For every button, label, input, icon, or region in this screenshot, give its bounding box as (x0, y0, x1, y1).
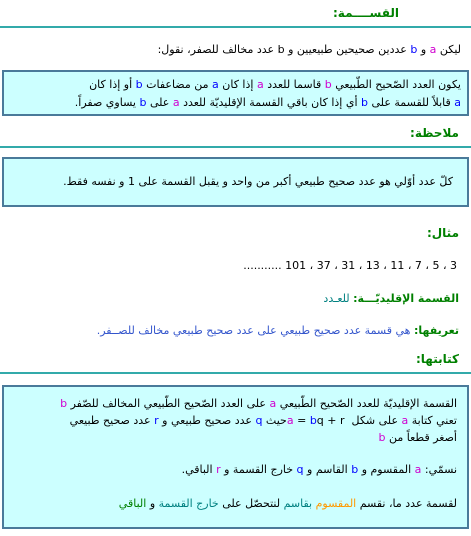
example-values: 3 ، 5 ، 7 ، 11 ، 13 ، 31 ، 37 ، 101 ........... (243, 259, 457, 272)
writing-heading: كتابتها: (415, 352, 459, 366)
page-title: القســــمة: (333, 6, 399, 20)
writing-box (2, 385, 469, 529)
intro-line: ليكن a و b عددين صحيحين طبيعيين و b عدد مخالف للصفر، نقول: (157, 43, 461, 56)
note-underline (0, 146, 471, 148)
writing-line-3: أصغر قطعاً من b (378, 431, 457, 444)
note-heading: ملاحظة: (410, 126, 459, 140)
writing-line-2: تعني كتابة a على شكل a = bq + r حيث q عدد صحيح طبيعي و r عدد صحيح طبيعي (69, 414, 457, 427)
definition-box (2, 70, 469, 116)
euclid-heading-line: القسمة الإقليديّـــة: للعـدد (323, 292, 459, 305)
def-line-2: a قابلاً للقسمة على b أي إذا كان باقي القسمة الإقليديّة للعدد a على b يساوي صفراً. (74, 96, 461, 109)
writing-line-5: لقسمة عدد ما، نقسم المقسوم بقاسم لنتحصّل على خارج القسمة و الباقي (118, 497, 457, 510)
def-line-1: يكون العدد الصّحيح الطّبيعي b قاسما للعدد a إذا كان a من مضاعفات b أو إذا كان (89, 78, 461, 91)
note-box (2, 157, 469, 207)
definition-line: تعريفها: هي قسمة عدد صحيح طبيعي على عدد صحيح طبيعي مخالف للصــفر. (96, 324, 459, 337)
var-a: a (429, 43, 437, 56)
note-text: كلّ عدد أوّلي هو عدد صحيح طبيعي أكبر من واحد و يقبل القسمة على 1 و نفسه فقط. (63, 175, 453, 188)
writing-line-4: نسمّي: a المقسوم و b القاسم و q خارج القسمة و r الباقي. (181, 463, 457, 476)
euclid-heading: القسمة الإقليديّـــة: (353, 292, 459, 305)
writing-line-1: القسمة الإقليديّة للعدد الصّحيح الطّبيعي a على العدد الصّحيح الطّبيعي المخالف للصّفر b (60, 397, 457, 410)
example-heading: مثال: (426, 226, 459, 240)
title-underline (0, 26, 471, 28)
var-b: b (410, 43, 418, 56)
definition-label: تعريفها: (413, 324, 459, 337)
writing-underline (0, 372, 471, 374)
